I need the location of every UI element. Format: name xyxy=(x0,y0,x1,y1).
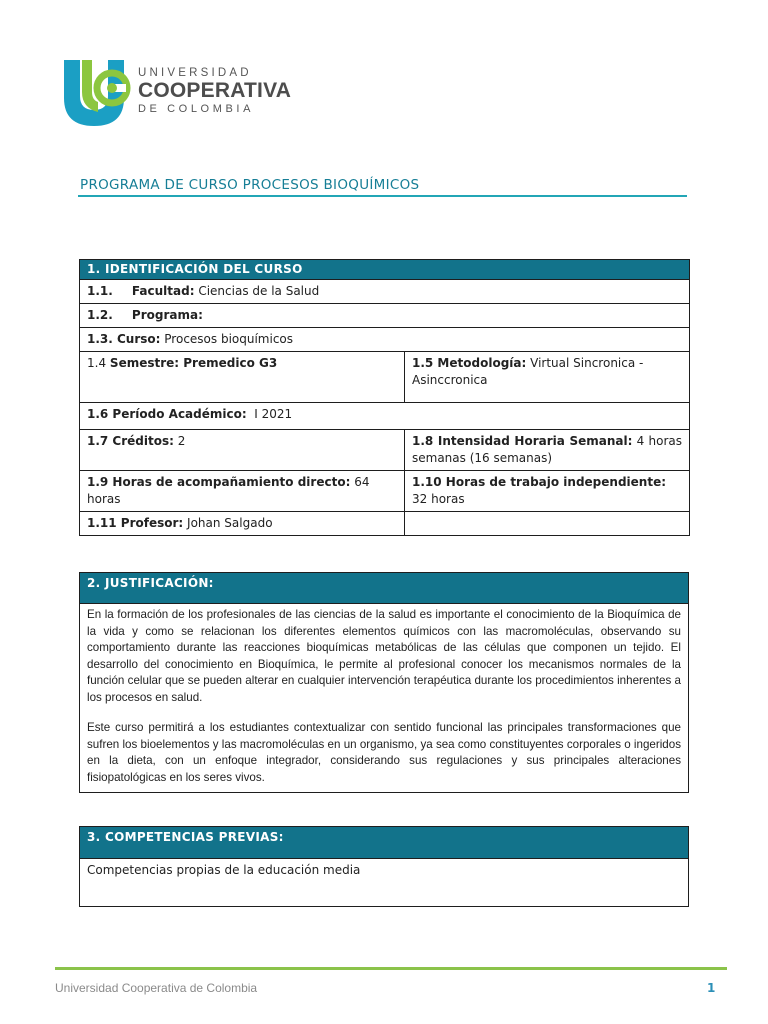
intensidad-value: 4 horas semanas (16 semanas) xyxy=(412,434,683,465)
profesor-value: Johan Salgado xyxy=(187,516,273,530)
justification-paragraph-1: En la formación de los profesionales de las ciencias de la salud es importante el conocimiento de la Bioquímica de la vida y como se relacionan los diferentes elementos químicos con las macromoléculas, observando su comportamiento durante las reacciones bioquímicas metabólicas de las células que componen un tejido. El desarrollo del conocimiento en Bioquímica, le permite al profesional conocer los mecanismos normales de la función celular que se pueden alterar en cualquier intervención terapéutica durante los procedimientos inherentes a los procesos en salud. xyxy=(87,608,681,704)
programa-label: Programa: xyxy=(131,308,203,322)
horas-independiente-label: 1.10 Horas de trabajo independiente: xyxy=(412,475,667,489)
row-periodo xyxy=(80,403,690,430)
row-intensidad xyxy=(405,430,690,471)
section-2-header: 2. JUSTIFICACIÓN: xyxy=(80,573,689,604)
logo-line-3: DE COLOMBIA xyxy=(138,103,255,115)
title-divider xyxy=(78,195,687,197)
row-profesor-empty xyxy=(405,512,690,536)
facultad-label: Facultad: xyxy=(131,284,195,298)
row-metodologia xyxy=(405,352,690,403)
horas-independiente-value: 32 horas xyxy=(412,492,465,506)
page-number: 1 xyxy=(707,981,716,995)
row-facultad xyxy=(80,280,690,304)
document-title: PROGRAMA DE CURSO PROCESOS BIOQUÍMICOS xyxy=(80,177,420,193)
competencies-content: Competencias propias de la educación media xyxy=(80,859,689,907)
semestre-label: Semestre: Premedico G3 xyxy=(109,356,278,370)
row-horas-directo xyxy=(80,471,405,512)
curso-value: Procesos bioquímicos xyxy=(164,332,294,346)
horas-directo-value: 64 horas xyxy=(87,475,370,506)
justification-table xyxy=(79,572,689,793)
facultad-num: 1.1. xyxy=(87,284,113,298)
logo-line-1: UNIVERSIDAD xyxy=(138,67,252,79)
footer-text: Universidad Cooperativa de Colombia xyxy=(55,981,258,995)
row-curso xyxy=(80,328,690,352)
curso-label: 1.3. Curso: xyxy=(87,332,161,346)
facultad-value: Ciencias de la Salud xyxy=(198,284,320,298)
periodo-label: 1.6 Período Académico: xyxy=(87,407,247,421)
row-programa xyxy=(80,304,690,328)
semestre-num: 1.4 xyxy=(87,356,107,370)
course-identification-table xyxy=(79,259,690,536)
row-profesor xyxy=(80,512,405,536)
justification-paragraph-2: Este curso permitirá a los estudiantes contextualizar con sentido funcional las principales transformaciones que sufren los bioelementos y las macromoléculas en un organismo, ya sea como constituyentes corporales o ingeridos en la dieta, con un enfoque integrador, considerando sus regulaciones y sus principales alteraciones fisiopatológicas en los seres vivos. xyxy=(87,721,681,784)
metodologia-value: Virtual Sincronica - Asinccronica xyxy=(412,356,644,387)
periodo-value: I 2021 xyxy=(254,407,293,421)
metodologia-label: 1.5 Metodología: xyxy=(412,356,527,370)
row-creditos xyxy=(80,430,405,471)
logo-line-2: COOPERATIVA xyxy=(138,79,292,102)
row-horas-independiente xyxy=(405,471,690,512)
section-3-header: 3. COMPETENCIAS PREVIAS: xyxy=(80,827,689,859)
intensidad-label: 1.8 Intensidad Horaria Semanal: xyxy=(412,434,633,448)
programa-num: 1.2. xyxy=(87,308,113,322)
row-semestre xyxy=(80,352,405,403)
university-logo-text xyxy=(138,66,291,116)
horas-directo-label: 1.9 Horas de acompañamiento directo: xyxy=(87,475,351,489)
justification-content xyxy=(80,604,689,793)
profesor-label: 1.11 Profesor: xyxy=(87,516,184,530)
creditos-label: 1.7 Créditos: xyxy=(87,434,174,448)
footer-divider xyxy=(55,967,727,970)
previous-competencies-table xyxy=(79,826,689,907)
creditos-value: 2 xyxy=(177,434,186,448)
section-1-header: 1. IDENTIFICACIÓN DEL CURSO xyxy=(80,260,690,280)
